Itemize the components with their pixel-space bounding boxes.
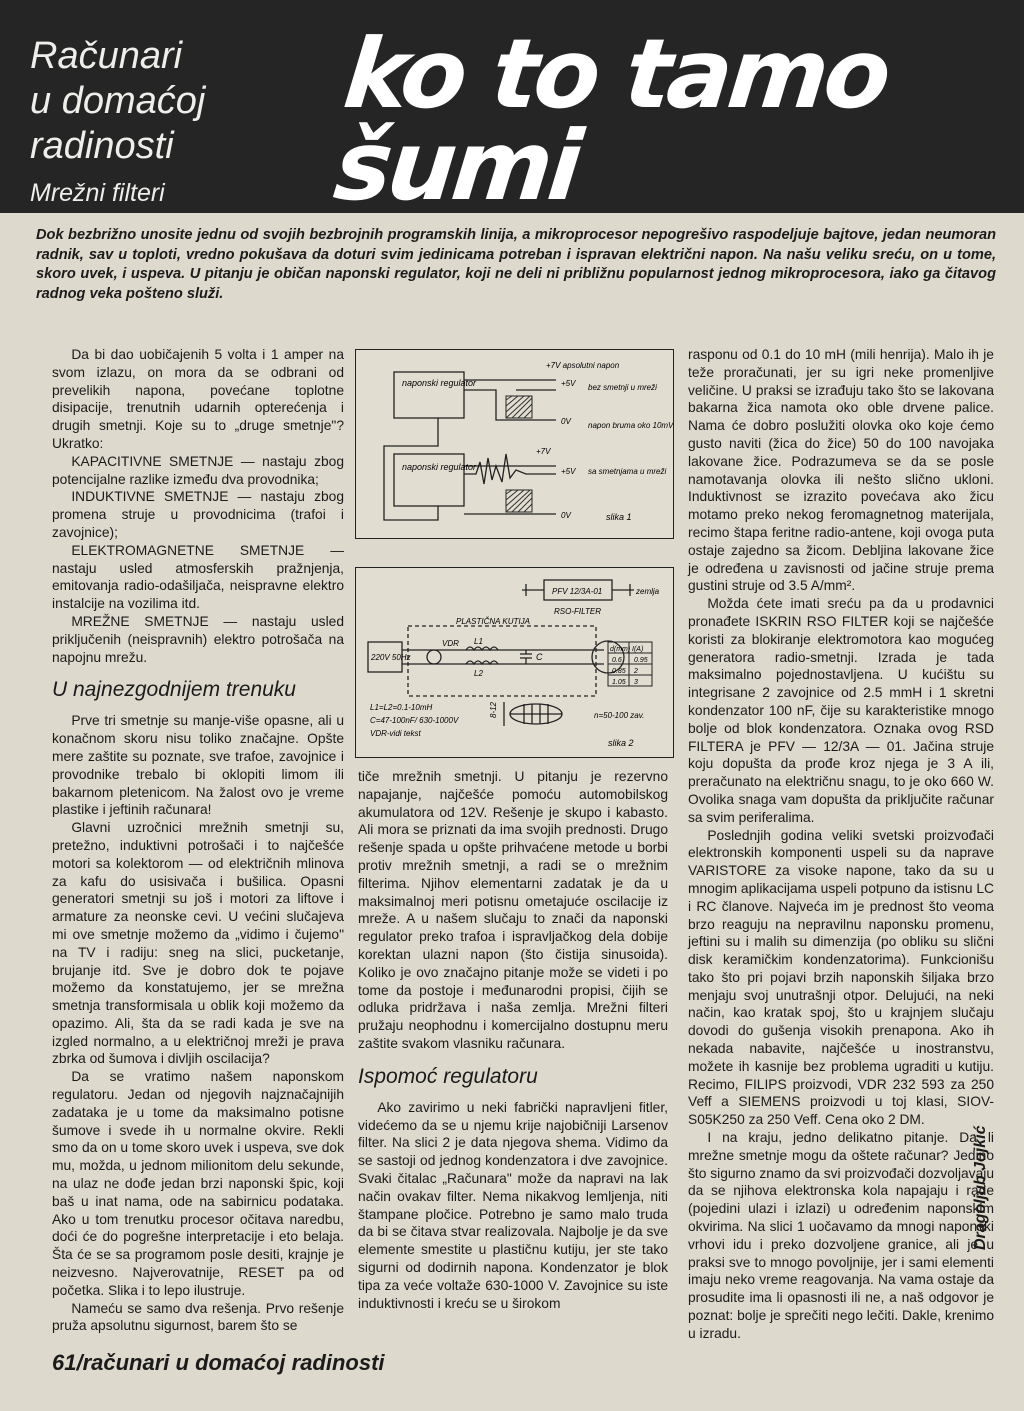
kicker-line: Računari xyxy=(30,35,183,77)
label-dimension: 8-12 xyxy=(489,701,498,718)
table-cell: d(mm) xyxy=(610,646,631,653)
label-l2: L2 xyxy=(474,669,483,678)
label-regulator-top: naponski regulator xyxy=(402,378,477,388)
column-3 xyxy=(688,346,994,1343)
label-pfv: PFV 12/3A-01 xyxy=(552,587,603,596)
section-kicker xyxy=(30,34,205,211)
paragraph: Možda ćete imati sreću pa da u prodavnici pronađete ISKRIN RSO FILTER koji se najčešće koristi za blokiranje elektromotora kao mogućeg generatora radio-smetnji. Izrada je tada maksimalno pojednostavljena. U kućištu su integrisane 2 zavojnice od 2.5 mmH i 1 skretni kondenzator 100 nF, čije su karakteristike mnogo bolje od blok kondenzatora. Oznaka ovog RSD FILTERA je PFV — 12/3A — 01. Jačina struje koju dopušta da prođe kroz njega je 3 A ili, preračunato na električnu snagu, to je oko 660 W. Ovolika snaga vam dopušta da priključite računar sa svim periferalima. xyxy=(688,596,994,825)
noisy-trace xyxy=(464,454,556,484)
hatch-bottom xyxy=(506,490,532,512)
label-0v-bottom: 0V xyxy=(561,511,571,520)
label-rso: RSO-FILTER xyxy=(554,607,601,616)
column-1 xyxy=(52,346,344,1335)
paragraph: Da bi dao uobičajenih 5 volta i 1 amper na svom izlazu, on mora da se odbrani od prevelikih napona, povećane toplotne disipacije, trenutnih udarnih opterećenja i drugih smetnji. Koje su to „druge smetnje"? Ukratko: xyxy=(52,347,344,451)
label-0v-top: 0V xyxy=(561,417,571,426)
table-cell: I(A) xyxy=(632,646,644,653)
paragraph: rasponu od 0.1 do 10 mH (mili henrija). Malo ih je teže proračunati, jer su igri neke promenljive veličine. U praksi se izrađuju tako što se lakovana bakarna žica namota oko oble drvene palice. Nama će dobro poslužiti olovka oko koje ćemo gusto naviti (žica do žice) 50 do 100 navojaka lakovane žice. Podrazumeva se da se posle namotavanja olovka ili nešto slično ukloni. Induktivnost se izrazito povećava ako žicu motamo preko nekog feromagnetnog materijala, recimo štapa feritne radio-antene, koji ovoga puta ostaje zajedno sa žicom. Debljina lakovane žice je određena u zavisnosti od jačine struje prema gustini struje od 3.5 A/mm². xyxy=(688,347,994,594)
figure-slika-1 xyxy=(355,349,674,539)
table-cell: 2 xyxy=(634,668,638,675)
label-mains: 220V 50Hz xyxy=(371,653,411,662)
section-heading: Ispomoć regulatoru xyxy=(358,1064,538,1088)
figure-caption: slika 1 xyxy=(606,512,632,522)
paragraph: Prve tri smetnje su manje-više opasne, ali u konačnom skoru nisu toliko značajne. Opšte mere zaštite su poznate, sve trafoe, zavojnice i provodnike trebalo bi oklopiti limom ili bakarnom pletenicom. Na žalost ovo je vreme plastike i jeftinih računara! xyxy=(52,713,344,818)
plastic-box xyxy=(408,626,596,696)
voltage-noise-diagram xyxy=(356,350,673,538)
filter-schematic xyxy=(356,568,673,757)
label-7v-abs: +7V apsolutni napon xyxy=(546,361,620,370)
column-2 xyxy=(358,768,668,1312)
paragraph: Ako zavirimo u neki fabrički napravljeni fitler, videćemo da se u njemu krije najobičniji Larsenov filter. Na slici 2 je data njegova shema. Vidimo da se sastoji od jednog kondenzatora i dve zavojnice. Svaki čitalac „Računara" može da napravi na lak način ovakav filter. Nema nikakvog lemljenja, niti štampane pločice. Potrebno je samo malo truda da bi se čitava stvar realizovala. Najbolje je da sve elemente smestite u plastičnu kutiju, jer ste tako sigurni od dodirnih napona. Kondenzator je blok tipa za veće voltaže 630-1000 V. Zavojnice su iste induktivnosti i kreću se u širokom xyxy=(358,1099,668,1311)
paragraph: Da se vratimo našem naponskom regulatoru. Jedan od njegovih najznačajnijih zadataka je u tome da maksimalno potisne šumove i svede ih u normalne okvire. Rekli smo da on u tome skoro uvek i uspeva, sve dok mu, možda, u jednom milionitom delu sekunde, na ulaz ne dođe jedan brzi naponski špic, koji baš u inat nama, ode na sabirnicu podataka. Ako u tom trenutku procesor očitava naredbu, doći će do pogrešne interpretacije i eto belaja. Šta će se sa programom posle desiti, krajnje je neizvesno. Najverovatnije, RESET pa od početka. Slika i to lepo ilustruje. xyxy=(52,1069,344,1298)
table-cell: 0.85 xyxy=(612,668,626,675)
figure-slika-2 xyxy=(355,567,674,758)
label-with-noise: sa smetnjama u mreži xyxy=(588,467,667,476)
label-ground: zemlja xyxy=(636,587,660,596)
paragraph: ELEKTROMAGNETNE SMETNJE — nastaju usled atmosferskih pražnjenja, emitovanja radio-odašiljača, neispravne elektro instalcije na vozilima itd. xyxy=(52,542,344,612)
header-band xyxy=(0,0,1024,222)
filter-lines xyxy=(402,650,604,664)
spec-line: VDR-vidi tekst xyxy=(370,729,421,738)
vdr-symbol xyxy=(427,650,441,664)
kicker-line: u domaćoj xyxy=(30,80,206,122)
label-vdr: VDR xyxy=(442,639,459,648)
paragraph: I na kraju, jedno delikatno pitanje. Da li mrežne smetnje mogu da oštete računar? Jedino što sigurno znamo da svi proizvođači dozvoljavaju da se njihova elektronska kola napajaju i rade (pojedini ulazi i izlazi) u određenim naponskim okvirima. Na slici 1 uočavamo da mnogi naponski vrhovi idu i preko dozvoljene granice, ali je u praksi sve to mnogo povoljnije, jer i sami elementi imaju neko vreme reagovanja. Na vama ostaje da prosudite ima li opasnosti ili ne, a naš odgovor je poznat: bolje je sprečiti nego lečiti. Dakle, krenimo u izradu. xyxy=(688,1130,994,1341)
author-byline: Dragoljub Jojkić xyxy=(972,1125,989,1250)
paragraph: Nameću se samo dva rešenja. Prvo rešenje pruža apsolutnu sigurnost, barem što se xyxy=(52,1300,344,1334)
figure-caption: slika 2 xyxy=(608,738,634,748)
spec-line: L1=L2=0.1-10mH xyxy=(370,703,433,712)
label-7v-bottom: +7V xyxy=(536,447,551,456)
label-hum: napon bruma oko 10mV xyxy=(588,421,673,430)
paragraph: KAPACITIVNE SMETNJE — nastaju zbog potencijalne razlike između dva provodnika; xyxy=(52,453,344,487)
label-5v-top: +5V xyxy=(561,379,576,388)
paragraph: tiče mrežnih smetnji. U pitanju je rezervno napajanje, najčešće pomoću automobilskog akumulatora od 12V. Rešenje je skupo i kabasto. Ali mora se priznati da ima svojih prednosti. Drugo rešenje spada u opšte prihvaćene metode u borbi protiv mrežnih smetnji, a radi se o mrežnim filterima. Njihov elementarni zadatak je da u maksimalnoj meri potisnu ometajuće oscilacije iz mreže. A u našem slučaju to znači da naponski regulator preko trafoa i ispravljačkog dela dobije korektan ulazni napon (što čistija sinusoida). Koliko je ovo značajno pitanje može se videti i po tome da postoje i međunarodni propisi, čijih se odluka pridržava i naša zemlja. Mrežni filteri pružaju neophodnu i komercijalno dostupnu meru zaštite svakom vlasniku računara. xyxy=(358,769,668,1051)
kicker-line: radinosti xyxy=(30,125,174,167)
page-footer: 61/računari u domaćoj radinosti xyxy=(52,1350,385,1375)
label-c: C xyxy=(536,652,543,662)
hatch-top xyxy=(506,396,532,418)
trace-0v xyxy=(464,390,556,420)
paragraph: INDUKTIVNE SMETNJE — nastaju zbog promena struje u provodnicima (trafoi i zavojnice); xyxy=(52,489,344,540)
table-cell: 3 xyxy=(634,679,638,686)
label-plastic-box: PLASTIČNA KUTIJA xyxy=(456,617,530,626)
spec-line: C=47-100nF/ 630-1000V xyxy=(370,716,459,725)
label-l1: L1 xyxy=(474,637,483,646)
paragraph: Glavni uzročnici mrežnih smetnji su, pretežno, induktivni potrošači i to najčešće motori sa kolektorom — od električnih mlinova za kafu do usisivača i bušilica. Opasni generatori smetnji su još i motori za liftove i armature za neonske cevi. U većini slučajeva mi ove smetnje možemo da „vidimo i čujemo" na TV i radiju: sneg na slici, pucketanje, brujanje itd. Sve je dobro dok te pojave možemo da konstatujemo, jer se mrežna smetnja transformisala u oblik koji možemo da opazimo. Ali, šta da se radi kada je sve na izgled normalno, a u električnoj mreži je prava zbrka od šumova i divljih oscilacija? xyxy=(52,820,344,1067)
article-title xyxy=(329,18,1024,222)
label-regulator-bottom: naponski regulator xyxy=(402,462,477,472)
lead-paragraph: Dok bezbrižno unosite jednu od svojih bezbrojnih programskih linija, a mikroprocesor nepogrešivo raspodeljuje bajtove, jedan neumoran radnik, sav u toploti, vredno pokušava da doturi svim jedinicama potreban i ispravan električni napon. Na našu veliku sreću, on u tome, skoro uvek, i uspeva. U pitanju je običan naponski regulator, koji ne deli ni približnu popularnost jednog mikroprocesora, iako ga čitavog radnog veka pošteno služi. xyxy=(36,227,996,302)
kicker-subtitle: Mrežni filteri xyxy=(30,179,165,207)
table-cell: 1.05 xyxy=(612,679,626,686)
table-cell: 0.6 xyxy=(612,657,622,664)
table-cell: 0.95 xyxy=(634,657,648,664)
label-no-noise: bez smetnji u mreži xyxy=(588,383,657,392)
title-line: šumi xyxy=(329,110,584,222)
paragraph: MREŽNE SMETNJE — nastaju usled priključenih (neispravnih) elektro potrošača na napojnu mrežu. xyxy=(52,613,344,665)
label-turns: n=50-100 zav. xyxy=(594,711,645,720)
section-heading: U najnezgodnijem trenuku xyxy=(52,678,296,702)
label-5v-bottom: +5V xyxy=(561,467,576,476)
paragraph: Poslednjih godina veliki svetski proizvođači elektronskih komponenti uspeli su da naprave VARISTORE za visoke napone, tako da su u mnogim aplikacijama uspeli potpuno da istisnu LC i RC članove. Najveća im je prednost što veoma brzo reaguju na nepravilnu naponsku promenu, jeftini su i malih su dimenzija (po obliku su slični disk keramičkim kondenzatorima). Funkcionišu tako što pri pojavi brzih naponskih šiljaka brzo menjaju svoj unutrašnji otpor. Delujući, na neki način, kao kratak spoj, što u krajnjem slučaju dovodi do gušenja visokih prenapona. Ako ih nekada nabavite, najčešće u inostranstvu, možete ih kasnije bez problema ugraditi u kutiju. Recimo, FILIPS proizvodi, VDR 232 593 za 250 Veff a SIEMENS proizvodi u toj klasi, SIOV-S05K250 za 250 Veff. Cena oko 2 DM. xyxy=(688,827,994,1128)
capacitor-symbol xyxy=(520,650,532,664)
title-line: ko to tamo xyxy=(338,18,893,130)
